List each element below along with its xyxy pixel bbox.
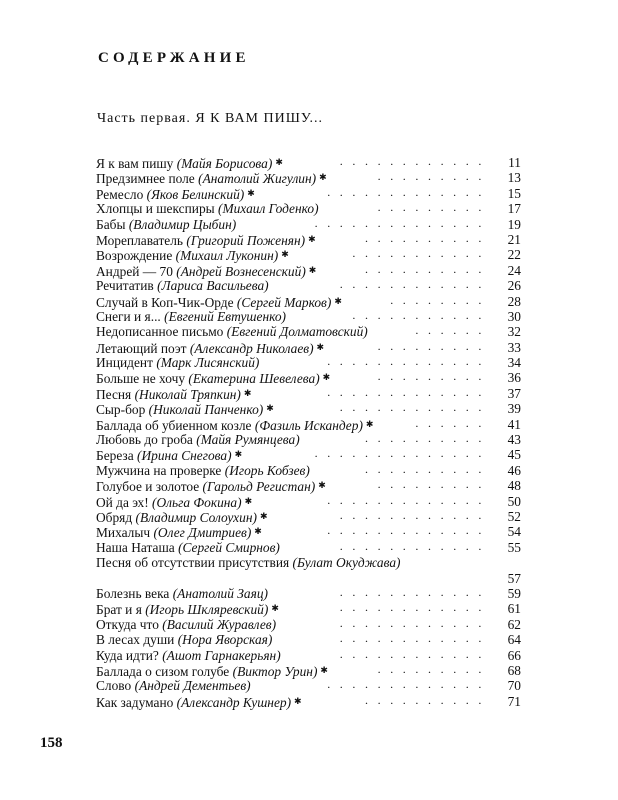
dot-leaders: ...... xyxy=(415,323,491,338)
toc-entry-text xyxy=(96,309,286,324)
toc-entry-text xyxy=(96,324,368,339)
toc-entry xyxy=(96,617,521,632)
toc-entry-page: 39 xyxy=(507,401,521,417)
toc-entry-page: 59 xyxy=(507,585,521,601)
toc-entry-page: 34 xyxy=(507,355,521,371)
toc-entry-author: (Екатерина Шевелева) xyxy=(188,371,320,387)
toc-entry xyxy=(96,340,521,355)
toc-entry-author: (Олег Дмитриев) xyxy=(153,525,252,541)
toc-entry-title: Как задумано xyxy=(96,694,174,710)
toc-entry xyxy=(96,278,521,293)
dot-leaders: ........... xyxy=(352,246,491,261)
toc-entry-page: 15 xyxy=(507,185,521,201)
toc-entry-author: (Григорий Поженян) xyxy=(186,232,306,248)
toc-entry-page: 55 xyxy=(507,539,521,555)
toc-entry-page: 48 xyxy=(507,478,521,494)
toc-entry xyxy=(96,509,521,524)
toc-entry-text xyxy=(96,294,342,310)
toc-entry xyxy=(96,601,521,616)
toc-entry xyxy=(96,524,521,539)
toc-entry-page: 62 xyxy=(507,616,521,632)
asterisk-mark-icon: ✱ xyxy=(322,372,331,383)
toc-entry-text xyxy=(96,401,274,417)
toc-entry-page: 43 xyxy=(507,432,521,448)
toc-entry-page: 26 xyxy=(507,278,521,294)
dot-leaders: ............ xyxy=(339,584,491,599)
asterisk-mark-icon: ✱ xyxy=(281,249,289,260)
toc-entry xyxy=(96,401,521,416)
toc-entry xyxy=(96,447,521,462)
toc-entry xyxy=(96,648,521,663)
toc-entry xyxy=(96,463,521,478)
dot-leaders: ......... xyxy=(377,200,491,215)
toc-entry xyxy=(96,155,521,170)
toc-entry xyxy=(96,555,521,586)
toc-entry-page: 11 xyxy=(508,155,521,170)
toc-entry-text xyxy=(96,555,496,570)
toc-entry-author: (Марк Лисянский) xyxy=(156,355,260,371)
toc-entry-page: 36 xyxy=(507,370,521,386)
toc-entry-page: 41 xyxy=(507,416,521,432)
toc-entry-page: 68 xyxy=(507,662,521,678)
toc-entry-author: (Николай Панченко) xyxy=(148,402,264,418)
toc-entry-text xyxy=(96,417,373,433)
toc-entry-text xyxy=(96,663,328,679)
toc-entry-text xyxy=(96,540,280,555)
toc-entry-author: (Владимир Цыбин) xyxy=(128,216,237,232)
toc-entry-text xyxy=(96,170,327,186)
toc-entry-title: Слово xyxy=(96,678,132,694)
toc-entry-page: 24 xyxy=(507,262,521,278)
page-number-folio: 158 xyxy=(40,735,63,751)
asterisk-mark-icon: ✱ xyxy=(334,295,342,306)
toc-entry-author: (Ашот Гарнакерьян) xyxy=(162,647,281,663)
toc-entry-text xyxy=(96,278,269,293)
toc-entry xyxy=(96,294,521,309)
toc-entry-title: Песня об отсутствии присутствия xyxy=(96,555,290,571)
toc-entry-text xyxy=(96,678,251,693)
toc-entry-page: 57 xyxy=(507,570,521,586)
toc-entry-author: (Майя Борисова) xyxy=(176,156,273,171)
dot-leaders: .............. xyxy=(314,215,491,230)
asterisk-mark-icon: ✱ xyxy=(308,233,316,244)
toc-entry-title: Недописанное письмо xyxy=(96,324,224,340)
toc-entry-title: Снеги и я... xyxy=(96,308,161,324)
part-title: Часть первая. Я К ВАМ ПИШУ... xyxy=(97,111,323,126)
toc-entry-title: Хлопцы и шекспиры xyxy=(96,201,215,217)
toc-entry-text xyxy=(96,586,268,601)
toc-entry-page: 21 xyxy=(507,231,521,247)
toc-entry-page: 46 xyxy=(507,462,521,478)
toc-entry-author: (Василий Журавлев) xyxy=(162,616,277,632)
toc-entry xyxy=(96,432,521,447)
toc-entry-title: Откуда что xyxy=(96,616,159,632)
toc-entry-title: Случай в Коп-Чик-Орде xyxy=(96,294,234,310)
toc-entry-title: Михалыч xyxy=(96,525,151,541)
toc-entry-author: (Андрей Вознесенский) xyxy=(176,263,306,279)
toc-entry-page: 50 xyxy=(507,493,521,509)
toc-entry-author: (Яков Белинский) xyxy=(146,186,245,202)
toc-entry-author: (Ольга Фокина) xyxy=(152,494,242,510)
dot-leaders: ............. xyxy=(327,184,491,199)
toc-entry xyxy=(96,632,521,647)
asterisk-mark-icon: ✱ xyxy=(259,510,268,521)
toc-entry-text xyxy=(96,340,324,356)
toc-entry-page: 52 xyxy=(507,508,521,524)
toc-entry-page: 30 xyxy=(507,308,521,324)
toc-entry-author: (Михаил Годенко) xyxy=(218,201,319,217)
toc-entry xyxy=(96,678,521,693)
toc-entry xyxy=(96,324,521,339)
toc-entry-author: (Ирина Снегова) xyxy=(137,448,232,464)
dot-leaders: ............ xyxy=(339,646,491,661)
asterisk-mark-icon: ✱ xyxy=(294,695,302,706)
dot-leaders: ......... xyxy=(377,369,491,384)
toc-entry-title: Береза xyxy=(96,448,134,464)
toc-entry-title: Болезнь века xyxy=(96,585,170,601)
asterisk-mark-icon: ✱ xyxy=(275,157,283,167)
toc-entry-author: (Евгений Евтушенко) xyxy=(164,308,287,324)
asterisk-mark-icon: ✱ xyxy=(316,341,325,352)
asterisk-mark-icon: ✱ xyxy=(320,664,328,675)
toc-entry-author: (Сергей Марков) xyxy=(236,294,332,310)
toc-entry-text xyxy=(96,247,289,263)
toc-entry-author: (Евгений Долматовский) xyxy=(226,324,368,340)
toc-entry xyxy=(96,170,521,185)
asterisk-mark-icon: ✱ xyxy=(247,187,255,198)
toc-entry-page: 71 xyxy=(507,693,521,709)
table-of-contents xyxy=(96,155,521,709)
toc-entry-page: 61 xyxy=(507,601,521,617)
dot-leaders: ............ xyxy=(339,154,491,168)
toc-entry-text xyxy=(96,494,252,510)
toc-entry xyxy=(96,417,521,432)
toc-entry-title: Обряд xyxy=(96,509,133,525)
toc-entry-author: (Андрей Дементьев) xyxy=(134,678,251,694)
toc-entry-text xyxy=(96,509,267,525)
dot-leaders: ........... xyxy=(352,307,491,322)
toc-entry-author: (Александр Кушнер) xyxy=(176,694,292,710)
toc-entry-text xyxy=(96,355,259,370)
asterisk-mark-icon: ✱ xyxy=(266,403,274,414)
dot-leaders: ............. xyxy=(327,354,491,369)
toc-entry-title: Бабы xyxy=(96,216,126,232)
toc-entry-text xyxy=(96,370,330,386)
toc-entry xyxy=(96,586,521,601)
asterisk-mark-icon: ✱ xyxy=(319,172,327,183)
toc-entry xyxy=(96,386,521,401)
toc-entry-title: Предзимнее поле xyxy=(96,171,195,187)
toc-entry xyxy=(96,663,521,678)
toc-entry-text xyxy=(96,201,319,216)
toc-entry-title: Наша Наташа xyxy=(96,539,175,555)
dot-leaders: ......... xyxy=(377,338,491,353)
toc-entry-page: 45 xyxy=(507,447,521,463)
toc-entry-text xyxy=(96,155,283,171)
toc-entry-title: В лесах души xyxy=(96,632,175,648)
toc-entry-text xyxy=(96,447,242,463)
dot-leaders: ............ xyxy=(339,600,491,615)
asterisk-mark-icon: ✱ xyxy=(244,495,253,506)
toc-entry-text xyxy=(96,232,316,248)
toc-entry-title: Мореплаватель xyxy=(96,232,184,248)
toc-entry-author: (Николай Тряпкин) xyxy=(134,386,241,402)
toc-entry-page: 13 xyxy=(507,170,521,186)
asterisk-mark-icon: ✱ xyxy=(365,418,374,429)
toc-entry-author: (Игорь Кобзев) xyxy=(224,462,310,478)
toc-entry-title: Любовь до гроба xyxy=(96,432,193,448)
toc-entry-text xyxy=(96,386,251,402)
toc-entry-title: Голубое и золотое xyxy=(96,479,200,495)
dot-leaders: ............ xyxy=(339,538,491,553)
toc-entry xyxy=(96,217,521,232)
toc-entry-author: (Майя Румянцева) xyxy=(196,432,300,448)
toc-entry xyxy=(96,355,521,370)
contents-heading: СОДЕРЖАНИЕ xyxy=(98,50,250,66)
toc-entry-author: (Александр Николаев) xyxy=(189,340,314,356)
toc-entry-text xyxy=(96,694,302,710)
dot-leaders: ............. xyxy=(327,492,491,507)
dot-leaders: ............ xyxy=(339,277,491,292)
toc-entry xyxy=(96,201,521,216)
toc-entry xyxy=(96,694,521,709)
toc-entry-title: Мужчина на проверке xyxy=(96,462,222,478)
toc-entry-text xyxy=(96,617,276,632)
toc-entry-text xyxy=(96,263,316,279)
toc-entry-author: (Гарольд Регистан) xyxy=(202,479,316,495)
toc-entry-title: Летающий поэт xyxy=(96,340,187,356)
toc-entry xyxy=(96,186,521,201)
dot-leaders: .......... xyxy=(365,431,491,446)
toc-entry-author: (Игорь Шкляревский) xyxy=(145,602,269,618)
toc-entry-title: Возрождение xyxy=(96,248,173,264)
toc-entry-page: 37 xyxy=(507,385,521,401)
toc-entry xyxy=(96,370,521,385)
asterisk-mark-icon: ✱ xyxy=(254,526,262,537)
toc-entry-text xyxy=(96,463,310,478)
toc-entry-text xyxy=(96,524,262,540)
toc-entry-title: Баллада об убиенном козле xyxy=(96,417,252,433)
dot-leaders: ......... xyxy=(377,477,491,492)
toc-entry-text xyxy=(96,217,236,232)
toc-entry-text xyxy=(96,648,281,663)
toc-entry xyxy=(96,263,521,278)
toc-entry-page: 28 xyxy=(507,293,521,309)
asterisk-mark-icon: ✱ xyxy=(318,480,326,491)
asterisk-mark-icon: ✱ xyxy=(234,449,243,460)
toc-entry-title: Ой да эх! xyxy=(96,494,149,510)
toc-entry xyxy=(96,247,521,262)
toc-entry-text xyxy=(96,478,326,494)
toc-entry-text xyxy=(96,632,272,647)
dot-leaders: ...... xyxy=(415,415,491,430)
dot-leaders: ........ xyxy=(390,292,491,307)
toc-entry-author: (Сергей Смирнов) xyxy=(178,539,280,555)
toc-entry-author: (Фазиль Искандер) xyxy=(254,417,363,433)
dot-leaders: ............. xyxy=(327,523,491,538)
asterisk-mark-icon: ✱ xyxy=(243,387,252,398)
asterisk-mark-icon: ✱ xyxy=(308,264,317,275)
toc-entry-title: Я к вам пишу xyxy=(96,156,174,171)
dot-leaders: .......... xyxy=(365,261,491,276)
dot-leaders: .............. xyxy=(314,446,491,461)
dot-leaders: ......... xyxy=(377,661,491,676)
dot-leaders: ............ xyxy=(339,507,491,522)
toc-entry xyxy=(96,309,521,324)
toc-entry-title: Инцидент xyxy=(96,355,153,371)
toc-entry-author: (Булат Окуджава) xyxy=(292,555,401,571)
toc-entry-title: Ремесло xyxy=(96,186,144,202)
toc-entry-text xyxy=(96,432,300,447)
dot-leaders: .......... xyxy=(365,692,491,707)
toc-entry-author: (Лариса Васильева) xyxy=(157,278,269,294)
toc-entry-author: (Анатолий Заяц) xyxy=(172,585,268,601)
dot-leaders: .......... xyxy=(365,230,491,245)
dot-leaders: .......... xyxy=(365,461,491,476)
toc-entry-title: Андрей — 70 xyxy=(96,263,173,279)
dot-leaders: ............. xyxy=(327,384,491,399)
toc-entry-page: 22 xyxy=(507,247,521,263)
dot-leaders: ............ xyxy=(339,400,491,415)
toc-entry xyxy=(96,232,521,247)
toc-entry-author: (Михаил Луконин) xyxy=(175,248,279,264)
toc-entry-page: 64 xyxy=(507,632,521,648)
dot-leaders: ............ xyxy=(339,615,491,630)
toc-entry-page: 32 xyxy=(507,324,521,340)
dot-leaders: ............ xyxy=(339,631,491,646)
toc-entry xyxy=(96,494,521,509)
toc-entry-title: Песня xyxy=(96,386,132,402)
dot-leaders: ............. xyxy=(327,677,491,692)
toc-entry-page: 70 xyxy=(507,678,521,694)
toc-entry-page: 19 xyxy=(507,216,521,232)
toc-entry-title: Сыр-бор xyxy=(96,402,146,418)
toc-entry-author: (Виктор Урин) xyxy=(232,663,318,679)
toc-entry xyxy=(96,540,521,555)
toc-entry-title: Баллада о сизом голубе xyxy=(96,663,230,679)
toc-entry-author: (Владимир Солоухин) xyxy=(135,509,257,525)
toc-entry-title: Больше не хочу xyxy=(96,371,186,387)
dot-leaders: ......... xyxy=(377,169,491,184)
toc-entry-author: (Нора Яворская) xyxy=(177,632,273,648)
toc-entry-title: Речитатив xyxy=(96,278,154,294)
toc-entry-page: 54 xyxy=(507,524,521,540)
toc-entry-page: 33 xyxy=(507,339,521,355)
toc-entry xyxy=(96,478,521,493)
toc-entry-text xyxy=(96,601,279,617)
toc-entry-title: Куда идти? xyxy=(96,647,159,663)
toc-entry-author: (Анатолий Жигулин) xyxy=(198,171,317,187)
toc-entry-page: 66 xyxy=(507,647,521,663)
toc-entry-page: 17 xyxy=(507,201,521,217)
asterisk-mark-icon: ✱ xyxy=(271,603,279,614)
toc-entry-text xyxy=(96,186,255,202)
toc-entry-title: Брат и я xyxy=(96,602,142,618)
